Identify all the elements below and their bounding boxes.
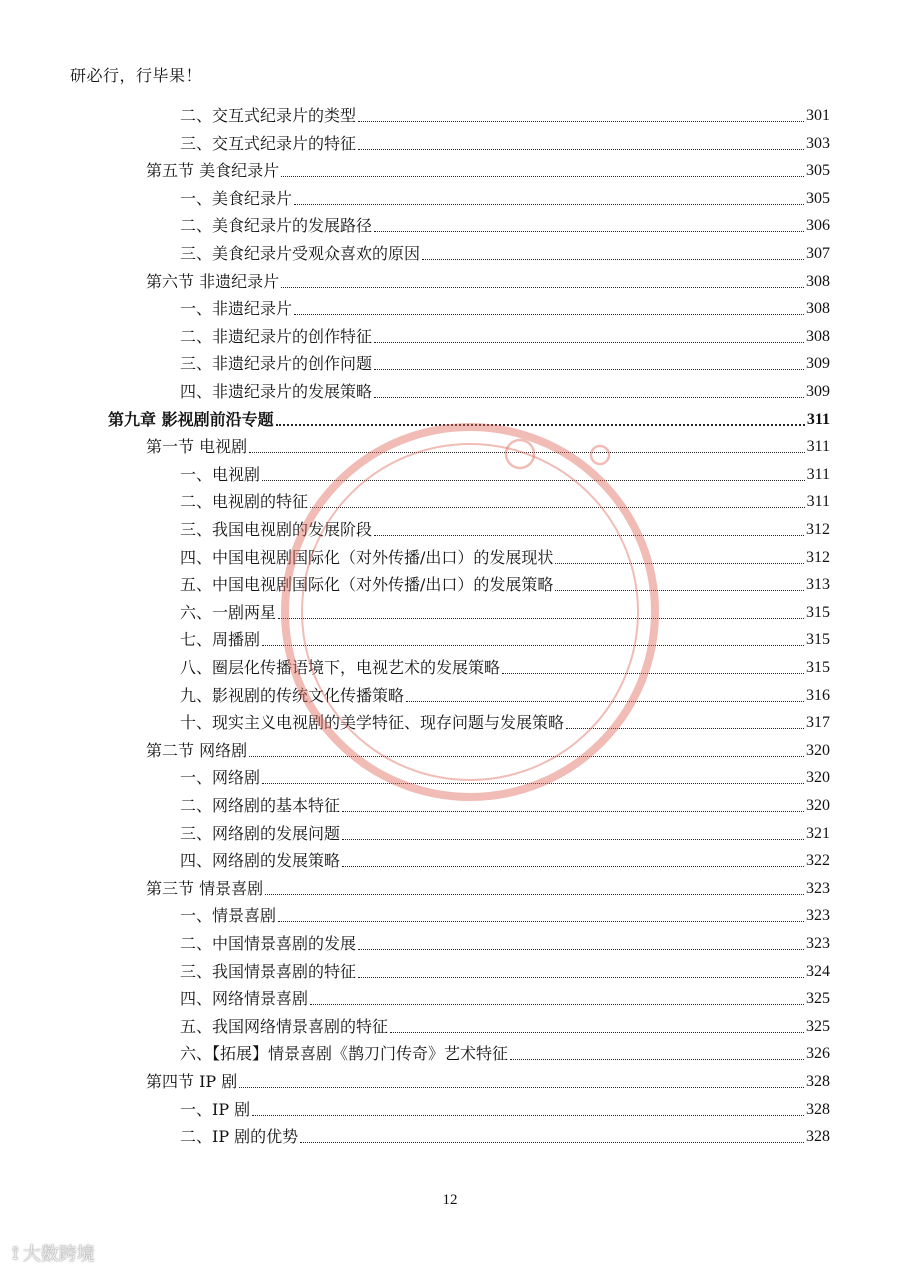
toc-title: 四、非遗纪录片的发展策略 — [180, 382, 373, 401]
toc-item-row — [180, 182, 830, 209]
toc-section-row — [146, 154, 830, 181]
toc-dot-leader — [374, 342, 804, 343]
toc-page-number: 313 — [806, 576, 830, 594]
toc-title: 三、我国电视剧的发展阶段 — [180, 520, 373, 539]
toc-page-number: 309 — [806, 355, 830, 373]
toc-page-number: 324 — [806, 962, 830, 980]
toc-item-row — [180, 761, 830, 788]
toc-dot-leader — [342, 839, 804, 840]
toc-page-number: 312 — [806, 548, 830, 566]
toc-title: 第三节 情景喜剧 — [146, 878, 264, 898]
toc-item-row — [180, 982, 830, 1009]
toc-title: 五、中国电视剧国际化（对外传播/出口）的发展策略 — [180, 575, 554, 595]
toc-dot-leader — [262, 480, 805, 481]
toc-item-row — [180, 927, 830, 954]
toc-page-number: 326 — [806, 1045, 830, 1063]
toc-page-number: 315 — [806, 603, 830, 621]
toc-page-number: 311 — [806, 410, 830, 428]
toc-item-row — [180, 899, 830, 926]
toc-page-number: 311 — [806, 465, 830, 483]
toc-title: 七、周播剧 — [180, 630, 261, 650]
toc-section-row — [146, 734, 830, 761]
toc-dot-leader — [278, 618, 804, 619]
toc-title: 四、中国电视剧国际化（对外传播/出口）的发展现状 — [180, 547, 554, 567]
toc-title: 二、非遗纪录片的创作特征 — [180, 326, 373, 346]
toc-title: 第二节 网络剧 — [146, 740, 248, 760]
toc-item-row — [180, 99, 830, 126]
toc-page-number: 309 — [806, 383, 830, 400]
toc-title: 一、网络剧 — [180, 768, 261, 788]
toc-title: 第一节 电视剧 — [146, 437, 248, 457]
toc-page-number: 307 — [806, 245, 830, 262]
toc-dot-leader — [502, 673, 804, 674]
toc-dot-leader — [310, 507, 805, 508]
toc-item-row — [180, 458, 830, 485]
brand-watermark — [12, 1240, 95, 1266]
toc-dot-leader — [249, 756, 804, 757]
toc-dot-leader — [249, 452, 805, 453]
toc-title: 九、影视剧的传统文化传播策略 — [180, 685, 405, 705]
toc-dot-leader — [281, 287, 804, 288]
toc-title: 五、我国网络情景喜剧的特征 — [180, 1016, 389, 1036]
brand-logo-icon: ⟟ — [12, 1242, 19, 1264]
toc-title: 二、IP 剧的优势 — [180, 1127, 299, 1147]
toc-title: 三、非遗纪录片的创作问题 — [180, 354, 373, 374]
toc-page-number: 308 — [806, 327, 830, 345]
toc-section-row — [146, 265, 830, 292]
toc-title: 二、中国情景喜剧的发展 — [180, 934, 357, 953]
toc-dot-leader — [300, 1142, 804, 1143]
toc-item-row — [180, 679, 830, 706]
toc-title: 第六节 非遗纪录片 — [146, 271, 280, 291]
toc-chapter-row — [108, 403, 830, 430]
toc-item-row — [180, 1093, 830, 1120]
toc-title: 六、一剧两星 — [180, 602, 277, 622]
toc-title: 三、美食纪录片受观众喜欢的原因 — [180, 244, 421, 263]
toc-dot-leader — [390, 1032, 804, 1033]
toc-dot-leader — [342, 866, 804, 867]
toc-dot-leader — [358, 949, 804, 950]
toc-dot-leader — [358, 149, 804, 150]
toc-page-number: 317 — [806, 714, 830, 732]
page-number: 12 — [442, 1192, 458, 1208]
toc-dot-leader — [374, 535, 804, 536]
toc-title: 二、美食纪录片的发展路径 — [180, 216, 373, 236]
toc-page-number: 321 — [806, 824, 830, 842]
toc-item-row — [180, 568, 830, 595]
toc-page-number: 308 — [806, 272, 830, 290]
toc-item-row — [180, 320, 830, 347]
toc-title: 一、非遗纪录片 — [180, 299, 293, 319]
toc-title: 一、IP 剧 — [180, 1099, 251, 1119]
toc-dot-leader — [262, 645, 804, 646]
toc-dot-leader — [281, 176, 804, 177]
toc-page-number: 328 — [806, 1128, 830, 1146]
toc-page-number: 323 — [806, 935, 830, 952]
toc-title: 三、我国情景喜剧的特征 — [180, 961, 357, 981]
toc-title: 三、交互式纪录片的特征 — [180, 133, 357, 153]
toc-title: 一、美食纪录片 — [180, 188, 293, 208]
toc-dot-leader — [294, 204, 804, 205]
toc-title: 三、网络剧的发展问题 — [180, 823, 341, 843]
toc-item-row — [180, 596, 830, 623]
toc-item-row — [180, 651, 830, 678]
toc-dot-leader — [422, 259, 804, 260]
toc-dot-leader — [555, 590, 804, 591]
toc-title: 二、网络剧的基本特征 — [180, 796, 341, 815]
toc-dot-leader — [239, 1087, 804, 1088]
toc-title: 第九章 影视剧前沿专题 — [108, 409, 274, 429]
toc-section-row — [146, 872, 830, 899]
toc-dot-leader — [358, 977, 804, 978]
toc-page-number: 308 — [806, 300, 830, 318]
toc-title: 四、网络剧的发展策略 — [180, 851, 341, 871]
toc-dot-leader — [265, 894, 804, 895]
toc-title: 一、电视剧 — [180, 464, 261, 484]
toc-title: 八、圈层化传播语境下，电视艺术的发展策略 — [180, 658, 501, 677]
toc-dot-leader — [406, 701, 804, 702]
toc-title: 十、现实主义电视剧的美学特征、现存问题与发展策略 — [180, 713, 565, 733]
toc-dot-leader — [510, 1059, 804, 1060]
toc-item-row — [180, 513, 830, 540]
toc-page-number: 311 — [806, 493, 830, 511]
toc-page-number: 325 — [806, 1017, 830, 1035]
toc-title: 六、【拓展】情景喜剧《鹊刀门传奇》艺术特征 — [180, 1044, 509, 1064]
toc-dot-leader — [374, 369, 804, 370]
toc-title: 四、网络情景喜剧 — [180, 989, 309, 1009]
toc-title: 二、电视剧的特征 — [180, 492, 309, 512]
toc-dot-leader — [566, 728, 804, 729]
toc-title: 二、交互式纪录片的类型 — [180, 106, 357, 125]
toc-page-number: 322 — [806, 852, 830, 870]
toc-item-row — [180, 1120, 830, 1147]
toc-item-row — [180, 1037, 830, 1064]
toc-page-number: 311 — [806, 438, 830, 456]
toc-page-number: 328 — [806, 1100, 830, 1118]
toc-title: 第五节 美食纪录片 — [146, 161, 280, 181]
toc-page-number: 306 — [806, 217, 830, 235]
brand-watermark-text: 大数跨境 — [22, 1244, 95, 1265]
toc-section-row — [146, 1065, 830, 1092]
toc-dot-leader — [276, 424, 805, 426]
toc-page-number: 328 — [806, 1073, 830, 1090]
toc-page-number: 301 — [806, 107, 830, 124]
toc-title: 一、情景喜剧 — [180, 906, 277, 926]
toc-item-row — [180, 127, 830, 154]
toc-item-row — [180, 789, 830, 816]
toc-page-number: 323 — [806, 879, 830, 897]
toc-title: 第四节 IP 剧 — [146, 1072, 238, 1091]
toc-page-number: 325 — [806, 990, 830, 1008]
page-header: 研必行，行毕果！ — [70, 66, 203, 85]
toc-item-row — [180, 209, 830, 236]
toc-item-row — [180, 347, 830, 374]
toc-dot-leader — [294, 314, 804, 315]
toc-dot-leader — [358, 121, 804, 122]
toc-page-number: 315 — [806, 631, 830, 649]
toc-item-row — [180, 485, 830, 512]
toc-item-row — [180, 1010, 830, 1037]
toc-item-row — [180, 237, 830, 264]
toc-item-row — [180, 706, 830, 733]
toc-page-number: 305 — [806, 189, 830, 207]
toc-dot-leader — [262, 783, 804, 784]
toc-item-row — [180, 375, 830, 402]
toc-item-row — [180, 541, 830, 568]
toc-section-row — [146, 430, 830, 457]
toc-dot-leader — [374, 231, 804, 232]
toc-page-number: 320 — [806, 741, 830, 759]
toc-item-row — [180, 817, 830, 844]
toc-page-number: 312 — [806, 521, 830, 538]
toc-page-number: 320 — [806, 797, 830, 814]
toc-item-row — [180, 844, 830, 871]
toc-dot-leader — [374, 397, 804, 398]
toc-page-number: 305 — [806, 162, 830, 180]
toc-page-number: 315 — [806, 659, 830, 676]
toc-page-number: 316 — [806, 686, 830, 704]
toc-dot-leader — [555, 563, 804, 564]
toc-dot-leader — [252, 1115, 804, 1116]
toc-page-number: 323 — [806, 907, 830, 925]
toc-item-row — [180, 292, 830, 319]
toc-page-number: 320 — [806, 769, 830, 787]
toc-dot-leader — [342, 811, 804, 812]
toc-dot-leader — [310, 1004, 804, 1005]
toc-item-row — [180, 623, 830, 650]
toc-item-row — [180, 955, 830, 982]
toc-dot-leader — [278, 921, 804, 922]
toc-page-number: 303 — [806, 134, 830, 152]
